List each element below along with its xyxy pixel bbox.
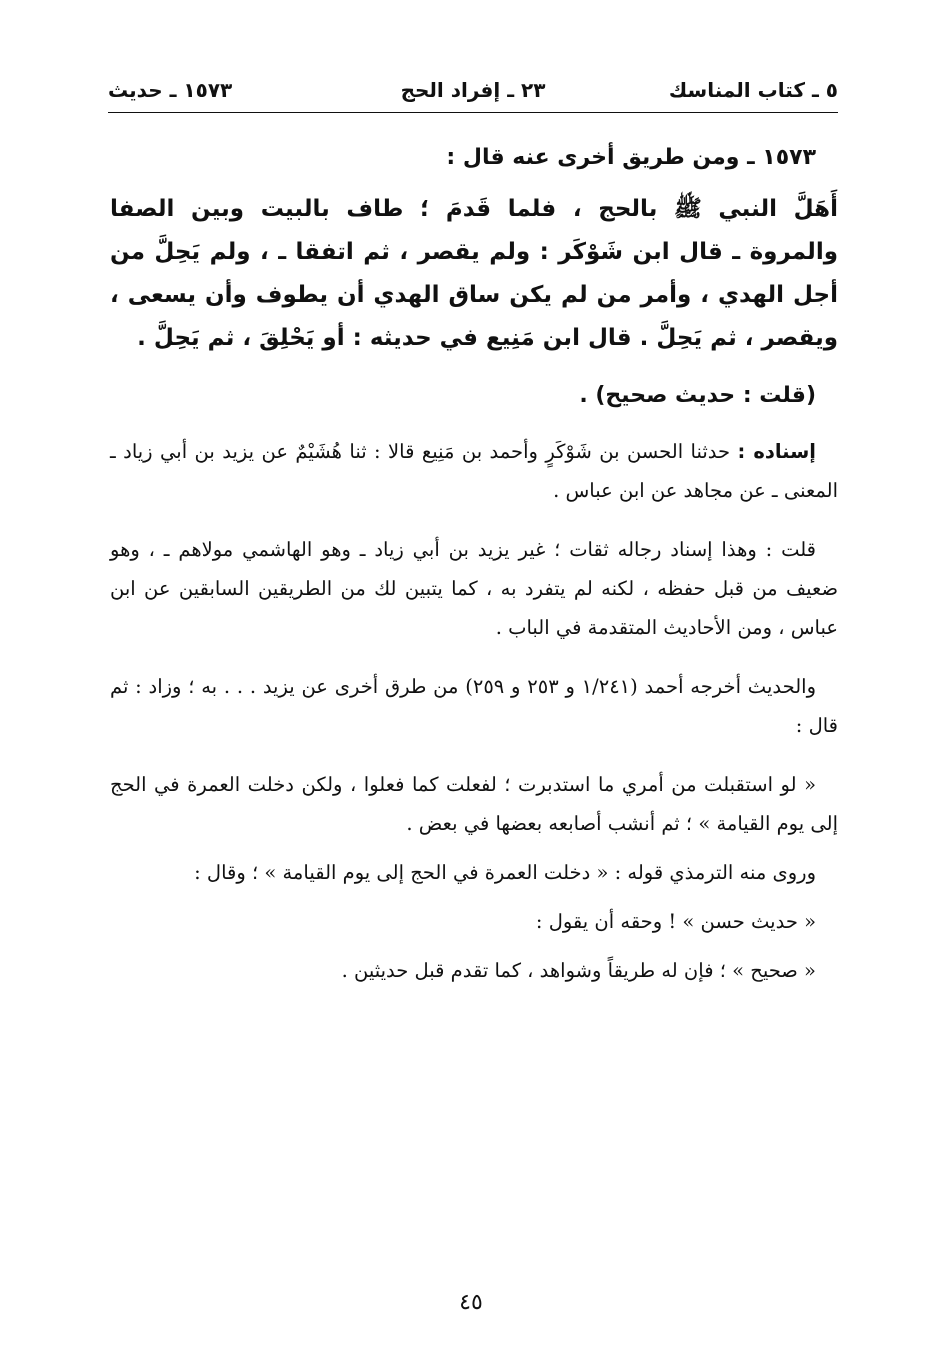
header-hadith-number: ١٥٧٣ ـ حديث bbox=[108, 78, 233, 102]
commentary-paragraph: قلت : وهذا إسناد رجاله ثقات ؛ غير يزيد بن أبي زياد ـ وهو الهاشمي مولاهم ـ ، وهو ضعيف من قبل حفظه ، لكنه لم يتفرد به ، كما يتبين لك من الطريقين السابقين عن ابن عباس ، ومن الأحاديث المتقدمة في الباب . bbox=[110, 538, 838, 639]
commentary-paragraph: والحديث أخرجه أحمد (١/٢٤١ و ٢٥٣ و ٢٥٩) من طرق أخرى عن يزيد . . . به ؛ وزاد : ثم قال : bbox=[110, 675, 838, 737]
isnad-text: حدثنا الحسن بن شَوْكَرٍ وأحمد بن مَنِيع قالا : ثنا هُشَيْمٌ عن يزيد بن أبي زياد ـ المعنى ـ عن مجاهد عن ابن عباس . bbox=[110, 440, 838, 502]
commentary-paragraph: وروى منه الترمذي قوله : « دخلت العمرة في الحج إلى يوم القيامة » ؛ وقال : bbox=[194, 861, 816, 884]
isnad-paragraph bbox=[110, 432, 838, 510]
commentary-paragraph: « صحيح » ؛ فإن له طريقاً وشواهد ، كما تقدم قبل حديثين . bbox=[341, 959, 816, 982]
page-body bbox=[110, 138, 838, 990]
hadith-text: أَهَلَّ النبي ﷺ بالحج ، فلما قَدمَ ؛ طاف بالبيت وبين الصفا والمروة ـ قال ابن شَوْكَر : ولم يقصر ، ثم اتفقا ـ ، ولم يَحِلَّ من أجل الهدي ، وأمر من لم يكن ساق الهدي أن يطوف وأن يسعى ، ويقصر ، ثم يَحِلَّ . قال ابن مَنِيع في حديثه : أو يَحْلِقَ ، ثم يَحِلَّ . bbox=[110, 196, 838, 351]
running-header bbox=[108, 78, 838, 108]
header-chapter-title: ٢٣ ـ إفراد الحج bbox=[400, 78, 546, 102]
isnad-label: إسناده : bbox=[737, 440, 816, 463]
header-divider bbox=[108, 112, 838, 113]
page-number: ٤٥ bbox=[459, 1290, 483, 1315]
verdict: (قلت : حديث صحيح) . bbox=[579, 383, 816, 408]
commentary-paragraph: « حديث حسن » ! وحقه أن يقول : bbox=[535, 910, 816, 933]
commentary-paragraph: « لو استقبلت من أمري ما استدبرت ؛ لفعلت كما فعلوا ، ولكن دخلت العمرة في الحج إلى يوم القيامة » ؛ ثم أنشب أصابعه بعضها في بعض . bbox=[110, 773, 838, 835]
hadith-heading: ١٥٧٣ ـ ومن طريق أخرى عنه قال : bbox=[446, 145, 816, 170]
header-book-title: ٥ ـ كتاب المناسك bbox=[668, 78, 838, 102]
